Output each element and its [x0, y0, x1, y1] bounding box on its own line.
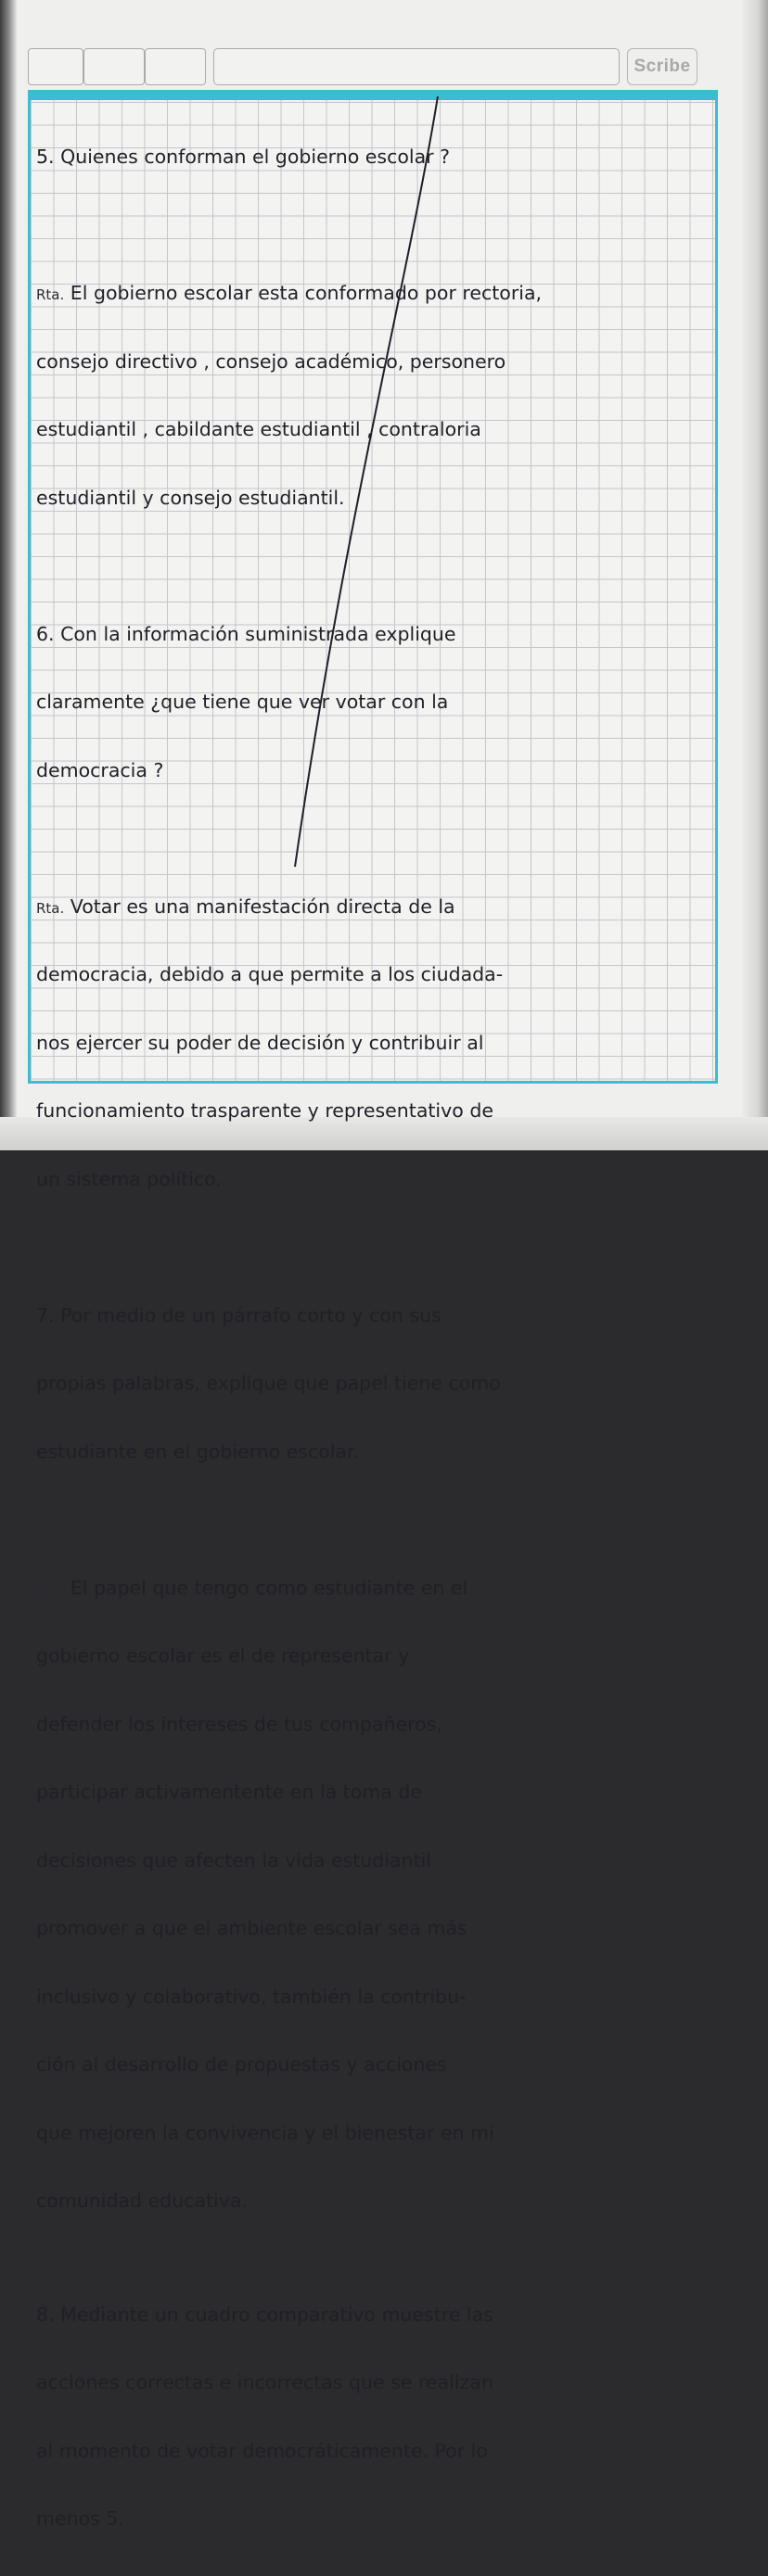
page-edge-shadow-left [0, 0, 17, 1150]
header-box-month [83, 48, 145, 85]
text-line-content: El gobierno escolar esta conformado por rectoria, [70, 282, 543, 304]
text-line [36, 895, 700, 919]
text-line: gobierno escolar es el de representar y [36, 1644, 410, 1667]
grid-sheet [28, 94, 718, 2530]
text-line: un sistema político. [36, 1167, 222, 1190]
header-box-day [28, 48, 83, 85]
header-box-year [145, 48, 206, 85]
text-line: 7. Por medio de un párrafo corto y con sus [36, 1303, 442, 1326]
answer-7 [36, 1531, 700, 2258]
question-6 [36, 577, 700, 828]
text-line: 6. Con la información suministrada explique [36, 622, 456, 645]
question-5 [36, 100, 700, 214]
text-line: nos ejercer su poder de decisión y contribuir al [36, 1031, 484, 1054]
text-line: democracia ? [36, 758, 164, 781]
text-line [36, 1577, 700, 1600]
text-line: claramente ¿que tiene que ver votar con la [36, 691, 449, 713]
text-line: menos 5. [36, 2507, 124, 2530]
answer-6 [36, 850, 700, 1237]
text-line-content: Votar es una manifestación directa de la [70, 895, 455, 918]
text-line: estudiantil , cabildante estudiantil , contraloria [36, 418, 481, 440]
question-7 [36, 1259, 700, 1509]
question-8 [36, 2258, 700, 2576]
answer-5 [36, 236, 700, 554]
text-line: democracia, debido a que permite a los ciudada- [36, 963, 504, 985]
answer-marker: Rta. [36, 899, 65, 917]
text-line: estudiante en el gobierno escolar. [36, 1440, 360, 1463]
text-line: 8. Mediante un cuadro comparativo muestre las [36, 2303, 493, 2326]
text-line: al momento de votar democráticamente. Por lo [36, 2439, 488, 2462]
text-line: defender los intereses de tus compañeros, [36, 1712, 442, 1735]
text-line: estudiantil y consejo estudiantil. [36, 486, 345, 509]
text-line [36, 282, 700, 305]
page-header [28, 48, 701, 89]
text-line: propias palabras, explique que papel tiene como [36, 1372, 501, 1394]
text-line: funcionamiento trasparente y representativo de [36, 1099, 493, 1122]
answer-marker: Rta. [36, 1580, 65, 1598]
text-line: decisiones que afecten la vida estudiantil [36, 1848, 431, 1872]
page-edge-shadow-right [742, 0, 768, 1150]
text-line: ción al desarrollo de propuestas y acciones [36, 2053, 447, 2075]
text-line: 5. Quienes conforman el gobierno escolar ? [36, 146, 450, 168]
text-line: comunidad educativa. [36, 2189, 248, 2212]
text-line: inclusivo y colaborativo, también la contribu- [36, 1985, 467, 2008]
text-line-content: El papel que tengo como estudiante en el [70, 1576, 468, 1599]
answer-marker: Rta. [36, 286, 65, 303]
text-line: promover a que el ambiente escolar sea más [36, 1917, 467, 1939]
text-line: participar activamentente en la toma de [36, 1781, 423, 1803]
text-line: acciones correctas e incorrectas que se realizan [36, 2371, 493, 2393]
header-box-title [213, 48, 620, 85]
text-line: consejo directivo , consejo académico, personero [36, 349, 506, 373]
handwritten-content [36, 100, 700, 2576]
brand-logo: Scribe [627, 48, 698, 85]
text-line: que mejoren la convivencia y el bienestar en mi [36, 2121, 494, 2144]
